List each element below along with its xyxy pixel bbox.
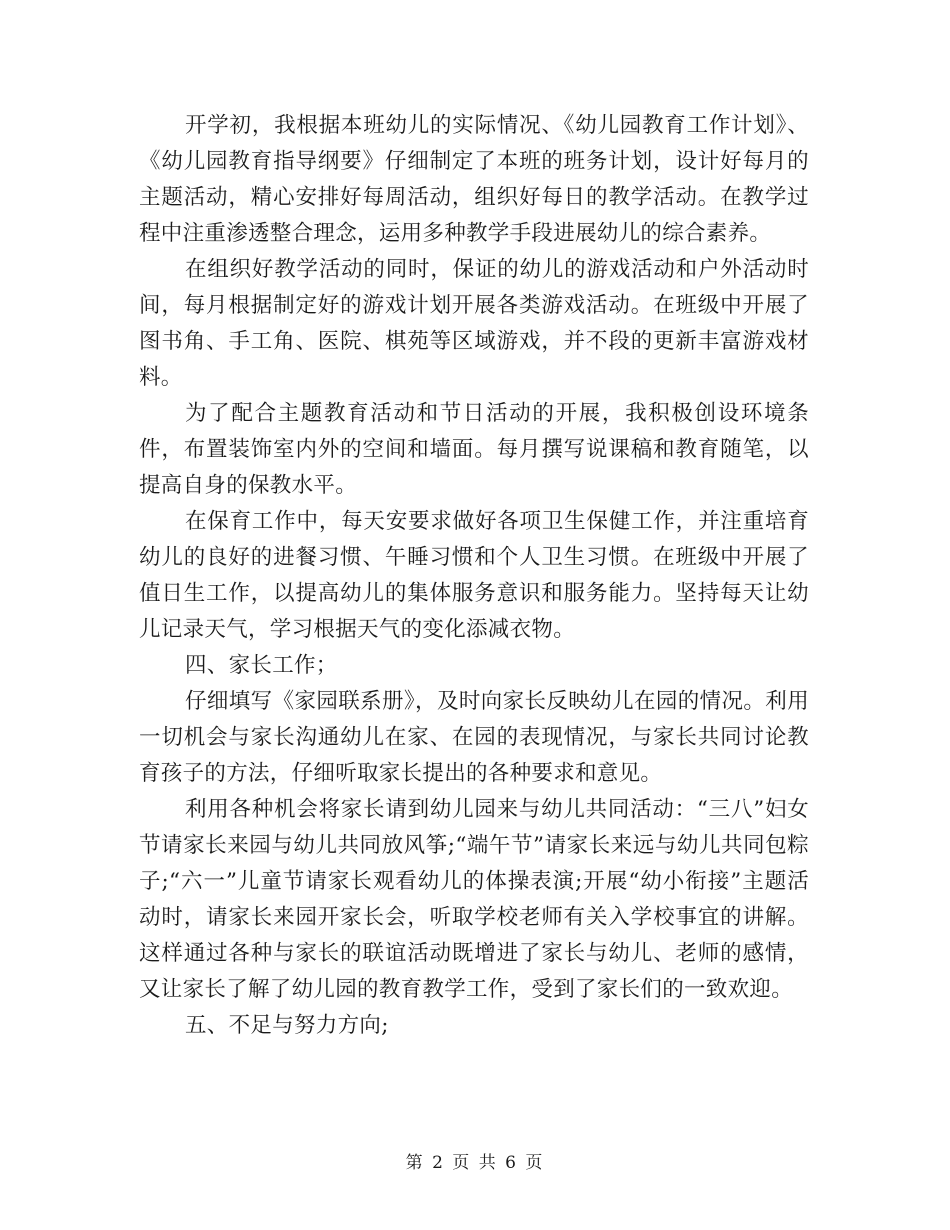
paragraph-6: 利用各种机会将家长请到幼儿园来与幼儿共同活动：“三八”妇女节请家长来园与幼儿共同放风筝;“端午节”请家长来远与幼儿共同包粽子;“六一”儿童节请家长观看幼儿的体操表演;开展“幼小衔接”主题活动时，请家长来园开家长会，听取学校老师有关入学校事宜的讲解。这样通过各种与家长的联谊活动既增进了家长与幼儿、老师的感情，又让家长了解了幼儿园的教育教学工作，受到了家长们的一致欢迎。 xyxy=(139,797,809,1002)
section-heading-shortcomings: 五、不足与努力方向; xyxy=(185,1013,389,1038)
section-heading-parent-work: 四、家长工作； xyxy=(185,653,338,678)
document-body xyxy=(139,108,809,1044)
page-number-footer: 第 2 页 共 6 页 xyxy=(405,1153,545,1173)
paragraph-5: 仔细填写《家园联系册》，及时向家长反映幼儿在园的情况。利用一切机会与家长沟通幼儿在家、在园的表现情况，与家长共同讨论教育孩子的方法，仔细听取家长提出的各种要求和意见。 xyxy=(139,689,809,786)
paragraph-3: 为了配合主题教育活动和节日活动的开展，我积极创设环境条件，布置装饰室内外的空间和墙面。每月撰写说课稿和教育随笔，以提高自身的保教水平。 xyxy=(139,401,809,498)
paragraph-4: 在保育工作中，每天安要求做好各项卫生保健工作，并注重培育幼儿的良好的进餐习惯、午睡习惯和个人卫生习惯。在班级中开展了值日生工作，以提高幼儿的集体服务意识和服务能力。坚持每天让幼儿记录天气，学习根据天气的变化添减衣物。 xyxy=(139,509,809,642)
paragraph-1: 开学初，我根据本班幼儿的实际情况、《幼儿园教育工作计划》、《幼儿园教育指导纲要》仔细制定了本班的班务计划，设计好每月的主题活动，精心安排好每周活动，组织好每日的教学活动。在教学过程中注重渗透整合理念，运用多种教学手段进展幼儿的综合素养。 xyxy=(139,113,809,246)
paragraph-2: 在组织好教学活动的同时，保证的幼儿的游戏活动和户外活动时间，每月根据制定好的游戏计划开展各类游戏活动。在班级中开展了图书角、手工角、医院、棋苑等区域游戏，并不段的更新丰富游戏材料。 xyxy=(139,257,809,390)
